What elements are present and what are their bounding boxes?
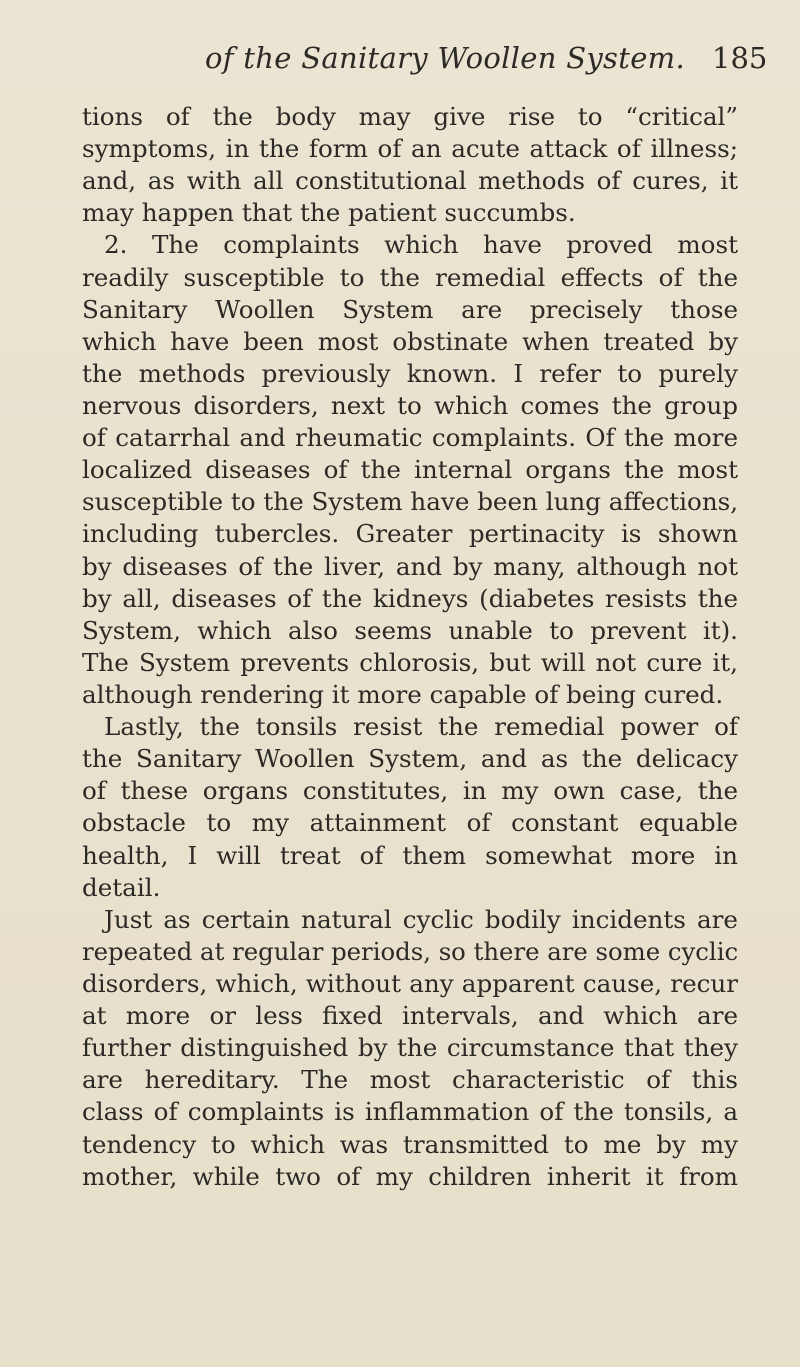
text-line: class of complaints is inflammation of the tonsils, a xyxy=(82,1097,738,1127)
text-line: localized diseases of the internal organs the most xyxy=(82,455,738,485)
text-line: disorders, which, without any apparent cause, recur xyxy=(82,968,738,998)
text-line: nervous disorders, next to which comes the group xyxy=(82,390,738,420)
text-line: by all, diseases of the kidneys (diabetes resists the xyxy=(82,583,738,613)
text-line: are hereditary. The most characteristic of this xyxy=(82,1065,738,1095)
text-line: health, I will treat of them somewhat more in xyxy=(82,840,738,870)
text-line: readily susceptible to the remedial effects of the xyxy=(82,262,738,292)
text-line: the methods previously known. I refer to purely xyxy=(82,358,738,388)
text-line: Just as certain natural cyclic bodily incidents are xyxy=(104,904,738,934)
text-line: may happen that the patient succumbs. xyxy=(82,198,576,228)
text-line: System, which also seems unable to prevent it). xyxy=(82,615,738,645)
page-number: 185 xyxy=(712,41,768,75)
text-line: obstacle to my attainment of constant equable xyxy=(82,808,738,838)
text-line: 2. The complaints which have proved most xyxy=(104,230,738,260)
text-line: of catarrhal and rheumatic complaints. Of the more xyxy=(82,423,738,453)
text-line: at more or less fixed intervals, and which are xyxy=(82,1001,738,1031)
text-line: by diseases of the liver, and by many, although not xyxy=(82,551,738,581)
text-line: mother, while two of my children inherit it from xyxy=(82,1161,738,1191)
text-line: including tubercles. Greater pertinacity is shown xyxy=(82,519,738,549)
text-line: repeated at regular periods, so there are some cyclic xyxy=(82,936,739,966)
text-line: symptoms, in the form of an acute attack of illness; xyxy=(82,134,738,164)
running-head-title: of the Sanitary Woollen System. xyxy=(205,41,685,75)
text-line: The System prevents chlorosis, but will not cure it, xyxy=(82,647,738,677)
text-line: tendency to which was transmitted to me by my xyxy=(82,1129,738,1159)
running-head xyxy=(0,40,800,80)
text-line: and, as with all constitutional methods of cures, it xyxy=(82,166,738,196)
text-line: of these organs constitutes, in my own case, the xyxy=(82,776,738,806)
text-line: the Sanitary Woollen System, and as the delicacy xyxy=(82,744,738,774)
text-line: Sanitary Woollen System are precisely those xyxy=(82,294,738,324)
text-line: detail. xyxy=(82,872,161,902)
body-text xyxy=(82,101,738,1193)
text-line: which have been most obstinate when treated by xyxy=(82,326,738,356)
text-line: although rendering it more capable of being cured. xyxy=(82,679,724,709)
text-line: susceptible to the System have been lung affections, xyxy=(82,487,739,517)
text-line: further distinguished by the circumstance that they xyxy=(82,1033,738,1063)
text-line: Lastly, the tonsils resist the remedial power of xyxy=(104,712,738,742)
text-line: tions of the body may give rise to “critical” xyxy=(82,102,738,131)
